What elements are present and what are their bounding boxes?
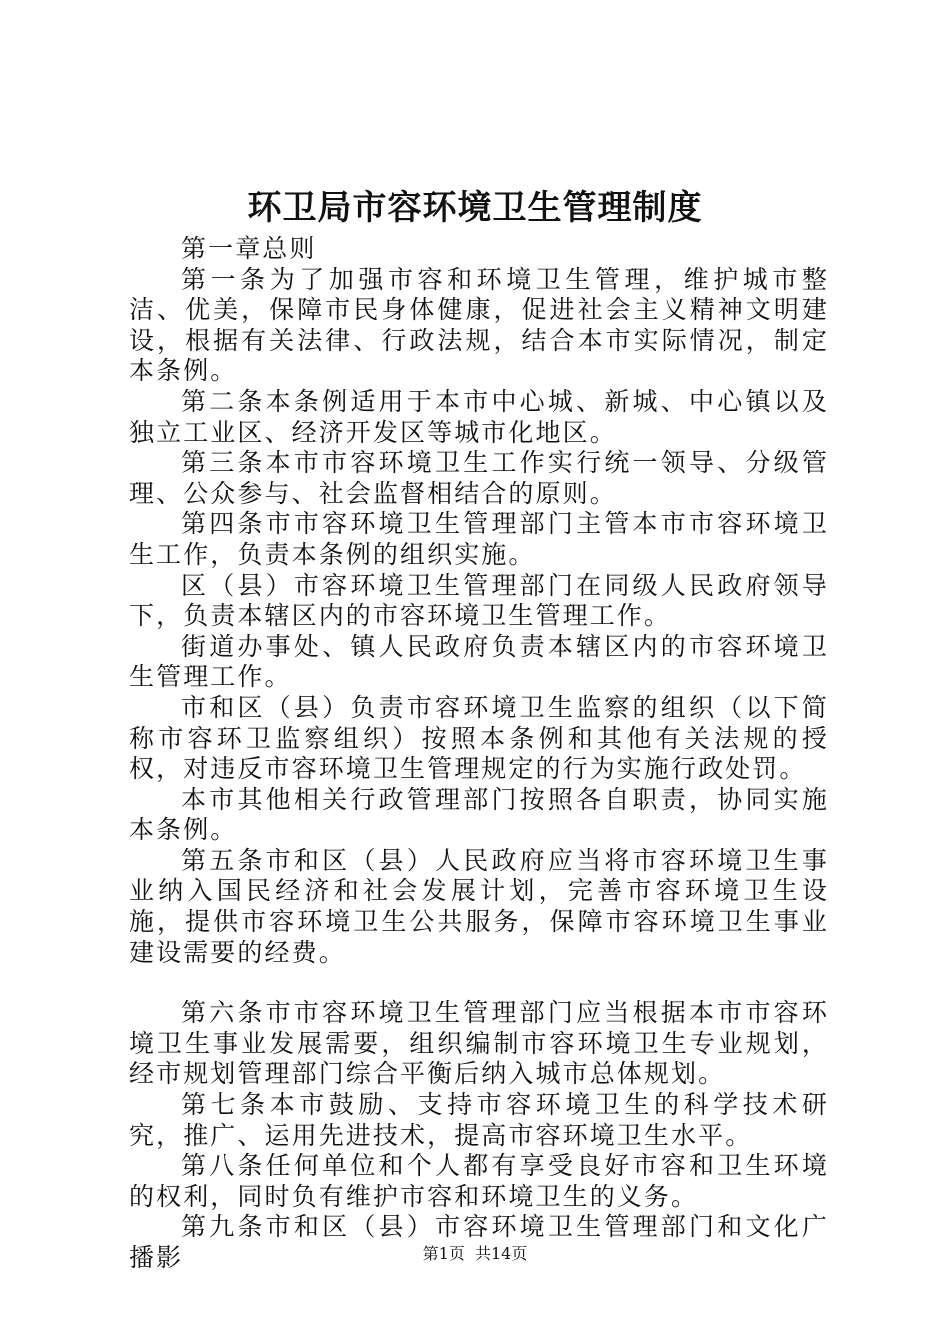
page-number: 第1页 共14页 [422, 1244, 528, 1263]
document-title: 环卫局市容环境卫生管理制度 [247, 188, 703, 228]
article-6: 第六条市市容环境卫生管理部门应当根据本市市容环境卫生事业发展需要，组织编制市容环境卫生专业规划，经市规划管理部门综合平衡后纳入城市总体规划。 [129, 998, 829, 1089]
article-4-clause-2: 区（县）市容环境卫生管理部门在同级人民政府领导下，负责本辖区内的市容环境卫生管理工作。 [129, 570, 829, 631]
chapter-heading: 第一章总则 [181, 234, 317, 263]
document-body [129, 234, 829, 1274]
article-7: 第七条本市鼓励、支持市容环境卫生的科学技术研究，推广、运用先进技术，提高市容环境卫生水平。 [129, 1090, 829, 1150]
article-9: 第九条市和区（县）市容环境卫生管理部门和文化广播影 [129, 1212, 829, 1272]
article-3: 第三条本市市容环境卫生工作实行统一领导、分级管理、公众参与、社会监督相结合的原则。 [129, 448, 829, 508]
article-2: 第二条本条例适用于本市中心城、新城、中心镇以及独立工业区、经济开发区等城市化地区。 [129, 386, 829, 447]
article-4: 第四条市市容环境卫生管理部门主管本市市容环境卫生工作，负责本条例的组织实施。 [129, 509, 829, 569]
article-1: 第一条为了加强市容和环境卫生管理，维护城市整洁、优美，保障市民身体健康，促进社会主义精神文明建设，根据有关法律、行政法规，结合本市实际情况，制定本条例。 [129, 264, 829, 386]
page-footer [0, 1244, 950, 1264]
article-5: 第五条市和区（县）人民政府应当将市容环境卫生事业纳入国民经济和社会发展计划，完善市容环境卫生设施，提供市容环境卫生公共服务，保障市容环境卫生事业建设需要的经费。 [129, 845, 829, 967]
article-4-clause-3: 街道办事处、镇人民政府负责本辖区内的市容环境卫生管理工作。 [129, 631, 829, 692]
article-4-clause-4: 市和区（县）负责市容环境卫生监察的组织（以下简称市容环卫监察组织）按照本条例和其他有关法规的授权，对违反市容环境卫生管理规定的行为实施行政处罚。 [129, 692, 829, 784]
article-4-clause-5: 本市其他相关行政管理部门按照各自职责，协同实施本条例。 [129, 784, 829, 845]
article-8: 第八条任何单位和个人都有享受良好市容和卫生环境的权利，同时负有维护市容和环境卫生的义务。 [129, 1151, 829, 1211]
